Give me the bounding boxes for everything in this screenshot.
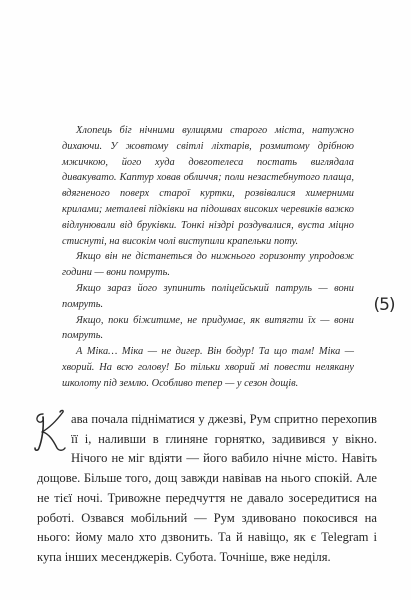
page-number-value: 5 — [379, 295, 389, 315]
chapter-paragraph — [37, 410, 377, 568]
intro-paragraph-2: Якщо він не дістанеться до нижнього горизонту упродовж години — вони помруть. — [62, 251, 354, 279]
intro-paragraph-3: Якщо зараз його зупинить поліцейський патруль — вони помруть. — [62, 282, 354, 310]
intro-paragraph-1: Хлопець біг нічними вулицями старого міста, натужно дихаючи. У жовтому світлі ліхтарів, розмитому дрібною мжичкою, його худа довготелеса постать виглядала дивакувато. Каптур ховав обличчя; поли незастебнутого плаща, вдягненого поверх старої куртки, розвівалися химерними крилами; металеві підківки на підошвах високих черевиків важко відлунювали від бруківки. Тонкі ніздрі роздувалися, вуста міцно стиснуті, на високім чолі виступили крапельки поту. — [62, 125, 354, 247]
drop-cap-glyph — [33, 408, 67, 452]
intro-paragraph-4: Якщо, поки біжитиме, не придумає, як витягти їх — вони помруть. — [62, 314, 354, 342]
page-number: (5) — [373, 295, 395, 315]
drop-cap — [33, 408, 67, 452]
italic-intro — [62, 123, 354, 392]
chapter-text: ава почала підніматися у джезві, Рум спритно перехопив її і, наливши в глиняне горнятко, задивився у вікно. Нічого не міг вдіяти — його вабило нічне місто. Навіть дощове. Більше того, дощ завжди навівав на нього спокій. Але не тієї ночі. Тривожне передчуття не давало зосередитися на роботі. Озвався мобільний — Рум здивовано покосився на нього: йому мало хто дзвонить. Та й навіщо, як є Telegram і купа інших месенджерів. Субота. Точніше, вже неділя. — [37, 412, 377, 564]
drop-cap-letter — [33, 408, 34, 428]
chapter-body — [37, 410, 377, 568]
intro-paragraph-5: А Міка… Міка — не дигер. Він бодур! Та що там! Міка — хворий. На всю голову! Бо тільки хворий мі повести нелякану школоту під землю. Особливо тепер — у сезон дощів. — [62, 346, 354, 389]
